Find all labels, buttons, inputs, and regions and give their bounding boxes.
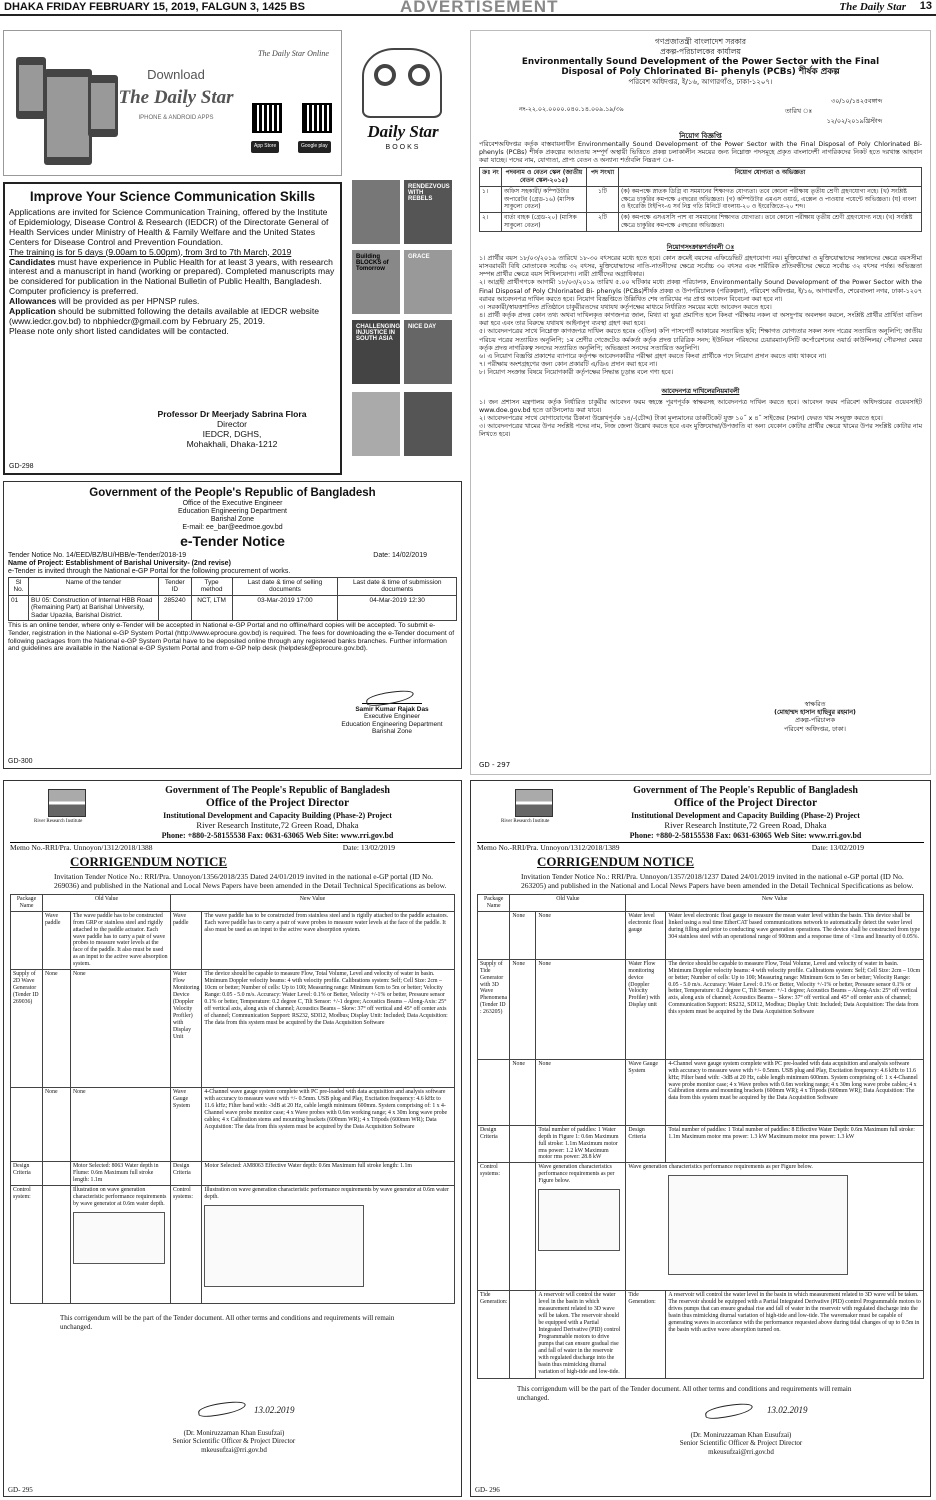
invitation-text: Invitation Tender Notice No.: RRI/Pra. Unnoyon/1356/2018/235 Dated 24/01/2019 invited in the national e-GP portal (ID No. 269036) and published in the National and Local News Papers have been amended in the Detail Technical Specifications as below. xyxy=(54,871,447,890)
office-title: Office of the Project Director xyxy=(205,797,350,809)
etender-email: E-mail: ee_bar@eedmoe.gov.bd xyxy=(182,524,283,532)
tender-table: Sl No. Name of the tender Tender ID Type method Last date & time of selling documents Last date & time of submission documents 01 BU 05: Construction of Internal HBB Road (Remaining Part) at Barishal University, Sadar Upazila, Barishal District. 285240 NCT, LTM 03-Mar-2019 17:00 04-Mar-2019 12:30 xyxy=(8,577,457,621)
performance-chart xyxy=(538,1189,620,1251)
page-header xyxy=(0,0,936,16)
invitation-text: Invitation Tender Notice No.: RRI/Pra. Unnoyon/1357/2018/1237 Dated 24/01/2019 invited in the national e-GP portal (ID No. 263205) and published in the National and Local News Papers have been amended in the Detail Technical Specifications as below. xyxy=(521,871,914,890)
signature-block: Professor Dr Meerjady Sabrina Flora Director IEDCR, DGHS, Mohakhali, Dhaka-1212 xyxy=(157,409,307,449)
tender-date: Date: 14/02/2019 xyxy=(373,551,427,559)
book-cover[interactable]: CHALLENGING INJUSTICE IN SOUTH ASIA xyxy=(352,320,400,384)
apply-title: আবেদনপত্র দাখিলেরনিয়মাবলী xyxy=(661,387,740,395)
performance-chart xyxy=(73,1212,165,1264)
conditions-list: ১। প্রার্থীর বয়স ১৮/০৩/২০১৯ তারিখে ১৮-৩০ বৎসরের মধ্যে হতে হবে। কোন ক্রমেই বয়সের এফিডেভিট গ্রহণযোগ্য নয়। মুক্তিযোদ্ধা ও মুক্তিযোদ্ধাদের সন্তানদের ক্ষেত্রে বয়সসীমা মাসবরাবরী বিধি মোতাবেক সর্বোচ্চ ৩২ বৎসর, মুক্তিযোদ্ধাদের নাতি-নাতনীদের ক্ষেত্রে সর্বোচ্চ ৩০ বৎসর এবং শারীরিক প্রতিবন্ধীদের ক্ষেত্রে সর্বোচ্চ ৩২ বৎসর পর্যন্ত। অভিজ্ঞতা সম্পন্ন প্রার্থীর ক্ষেত্রে বয়স শিথিলযোগ্য। নারী প্রার্থীদের অগ্রাধিকার। ২। আগ্রহী প্রার্থীগণকে আগামী ১৮/০৩/২০১৯ তারিখ ৫.০০ ঘটিকার মধ্যে প্রকল্প পরিচালক, Environmentally Sound Development of the Power Sector with the Final Disposal of Poly Chlorinated Bi- phenyls (PCBs)শীর্ষক প্রকল্প ও উপপরিচালক (পরিকল্পনা), পরিবেশ অধিদপ্তর, ই/১৬, আগারগাঁও, শেরেবাংলা নগর, ঢাকা-১২০৭ বরাবর আবেদনপত্র দাখিল করতে হবে। নিয়োগ বিজ্ঞপ্তিতে উল্লিখিত শেষ তারিখের পর প্রাপ্ত আবেদন বিবেচনা করা হবে না। ৩। সরকারী/স্বায়ত্তশাসিত প্রতিষ্ঠানে চাকুরীরতদের যথাযথ কর্তৃপক্ষের মাধ্যমে নির্ধারিত সময়ের মধ্যে আবেদন করতে হবে। ৪। প্রার্থী কর্তৃক প্রদত্ত কোন তথ্য অথবা দাখিলকৃত কাগজপত্র জাল, মিথ্যা বা ভুয়া প্রমাণিত হলে কিংবা পরীক্ষায় নকল বা অসদুপায় অবলম্বন করলে, সংশ্লিষ্ট প্রার্থীর প্রার্থিতা বাতিল করা হবে এবং তার বিরুদ্ধে যথাযথ আইনানুগ ব্যবস্থা গ্রহণ করা হবে। ৫। আবেদনপত্রের সাথে নিম্নোক্ত কাগজপত্র দাখিল করতে হবেঃ ৩(তিন) কপি পাসপোর্ট আকারের সত্যায়িত ছবি; শিক্ষাগত যোগ্যতার সকল সনদ পত্রের সত্যায়িত অনুলিপি; জাতীয় পরিচয় পত্রের সত্যায়িত অনুলিপি; ১ম শ্রেণীর গেজেটেড কর্মকর্তা কর্তৃক প্রদত্ত চারিত্রিক সনদ; ইউনিয়ন পরিষদের চেয়ারম্যান/সিটি কর্পোরেশনের ওয়ার্ড কাউন্সিলর/ পৌরসভা মেয়র কর্তৃক প্রদত্ত নাগরিকত্ব সনদের সত্যায়িত অনুলিপি; অভিজ্ঞতা সনদের সত্যায়িত অনুলিপি। ৬। এ নিয়োগ বিজ্ঞপ্তি প্রকাশের ব্যাপারে কর্তৃপক্ষ আবেদনকারীর পরীক্ষা গ্রহণ করতে কিংবা প্রার্থীকে পদে নিয়োগ প্রদান করতে বাধ্য থাকবে না। ৭। পরীক্ষায় অংশগ্রহণের জন্য কোন প্রকারটি এ/ডিএ প্রদান করা হবে না। ৮। নিয়োগ সংক্রান্ত বিষয়ে নিয়োগকারী কর্তৃপক্ষের সিদ্ধান্ত চূড়ান্ত বলে গণ্য হবে। xyxy=(479,254,922,377)
book-cover[interactable] xyxy=(352,392,400,456)
project-title: Institutional Development and Capacity Building (Phase-2) Project xyxy=(163,810,392,820)
signature-block: 13.02.2019 (Dr. Moniruzzaman Khan Eusufzai) Senior Scientific Officer & Project Director mkeusufzai@rri.gov.bd xyxy=(124,1389,344,1454)
table-row: Control system: Illustration on wave generation characteristic performance requirements by wave generator at 0.6m water depth. Control systems: Illustration on wave generation characteristic performance requirements by wave generator at 0.6m water depth. xyxy=(11,1186,455,1304)
download-label: Download xyxy=(147,67,205,82)
corrigendum-notice-2 xyxy=(470,780,931,1497)
ad-title: Improve Your Science Communication Skills xyxy=(29,189,316,204)
date-bangla: ৩০/১০/১৪২৫বঙ্গাব্দ xyxy=(831,97,882,105)
footer-text: This corrigendum will be the part of the Tender document. All other terms and conditions and requirements will remain unchanged. xyxy=(60,1314,395,1331)
table-row: ২। বার্তা বাহক (গ্রেড-২০) (মাসিক সাকুল্যে বেতন) ২টি (ক) কমপক্ষে এসএসসি পাশ বা সমমানের শিক্ষাগত যোগ্যতা। তবে কোনো পরীক্ষায় তৃতীয় শ্রেণী গ্রহণযোগ্য নহে। (খ) সংশ্লিষ্ট ক্ষেত্রে চাকুরির কমপক্ষে ৫বছরের অভিজ্ঞতা। xyxy=(480,213,922,232)
phone-image xyxy=(88,75,118,137)
intro-text: পরিবেশঅধিদপ্তর কর্তৃক বাস্তবায়নাধীন Environmentally Sound Development of the Power Sector with the Final Disposal of Poly Chlorinated Bi- phenyls (PCBs) শীর্ষক প্রকল্পের আওতায় সম্পূর্ণ অস্থায়ী ভিত্তিতে প্রকল্প চলাকালীন সময়ের জন্য নিম্নোক্ত পদসমূহে প্রকৃত বাংলাদেশী নাগরিকদের নিকট হতে দরখাস্ত আহবান করা যাচ্ছে। পদের নাম, যোগ্যতা, প্রাপ্য বেতন ও অন্যান্য শর্তাবলি নিম্নরূপ ঃ- xyxy=(479,140,922,164)
table-row: Supply of Tide Generator with 3D Wave Phenomena (Tender ID : 263205) None None Water Flow monitoring device (Doppler Velocity Profiler) with Display unit The device should be capable to measure Flow, Total Volume, Level and velocity of water in basin. Minimum Doppler velocity beams: 4 with velocity profile. Calibrations system: Self; Cell Size: 2cm – 10cm or better; Number of cells: Up to 100; Measuring range: Minimum 6cm to 5m or better; Velocity Range: 0.05 - 5.0 m/s. Accuracy: Water Level: 0.1% or Better, Velocity +/-1% or better, Pressure sensor 0.1% or better, Temperature: 0.2 degree C, Tilt Sensor: +/-1 degree; Acoustics Beams – Along-Axis: 25° off vertical axis, along axis of channel; Acoustics Beams – Skew: 37° off vertical and 45° off center axis of channel; Communication Support: RS232, SDI12, Modbus; Display Unit: Included; Data Acquisition: The data from this system must be acquired by the Data Acquisition Software xyxy=(478,959,924,1059)
project-title: Environmentally Sound Development of the Power Sector with the Final Disposal of Poly Chlorinated Bi- phenyls (PCBs) শীর্ষক প্রকল্প xyxy=(521,56,880,78)
book-cover[interactable]: GRACE xyxy=(404,250,452,314)
table-row: Supply of 2D Wave Generator (Tender ID 269036) None None Water Flow Monitoring Device (Doppler Velocity Profiler) with Display Unit The device should be capable to measure Flow, Total Volume, Level and velocity of water in basin. Minimum Doppler velocity beams: 4 with velocity profile. Calibrations system: Self; Cell Size: 2cm – 10cm or better; Number of cells: Up to 100; Measuring range: Minimum 6cm to 5m or better; Velocity Range: 0.05 - 5.0 m/s. Accuracy: Water Level: 0.1% or Better, Velocity +/-1% or better, Pressure sensor 0.1% or better, Temperature: 0.2 degree C, Tilt Sensor: +/-1 degree; Acoustics Beams – Along-Axis: 25° off vertical axis, along axis of channel; Acoustics Beams – Skew: 37° off vertical and 45° off center axis of channel; Communication Support: RS232, SDI12, Modbus; Display Unit: Included; Data Acquisition: The data from this system must be acquired by the Data Acquisition Software xyxy=(11,970,455,1088)
corrigendum-notice-1 xyxy=(3,780,462,1497)
masthead: The Daily Star xyxy=(839,1,906,13)
app-subtitle: IPHONE & ANDROID APPS xyxy=(138,115,214,121)
table-row: Design Criteria Motor Selected: 8063 Water depth in Flume: 0.6m Maximum full stroke length: 1.1m Design Criteria Motor Selected: AM8063 Effective Water depth: 0.6m Maximum full stroke length: 1.1m xyxy=(11,1162,455,1186)
notice-title: CORRIGENDUM NOTICE xyxy=(70,854,228,870)
books-brand: Daily Star xyxy=(367,122,439,141)
table-row: Design Criteria Total number of paddles: 1 Water depth in Figure 1: 0.6m Maximum full stroke: 1.1m Maximum motor rms power: 1.2 kW Maximum motor rms power: 28.8 kW Design Criteria Total number of paddles: 1 Total number of paddles: 8 Effective Water Depth: 0.6m Maximum full stroke: 1.1m Maximum motor rms power: 1.3 kW Maximum motor rms power: 1.3 kW xyxy=(478,1125,924,1163)
books-sub: BOOKS xyxy=(385,144,421,151)
footer-text: This corrigendum will be the part of the Tender document. All other terms and conditions and requirements will remain unchanged. xyxy=(517,1385,852,1402)
etender-dept: Education Engineering Department xyxy=(178,508,287,516)
table-row: Control systems: Wave generation characteristics performance requirements as per Figure below. Wave generation characteristics performance requirements as per Figure below. xyxy=(478,1163,924,1291)
ds-books-ad[interactable] xyxy=(344,30,462,475)
gov-title: Government of The People's Republic of Bangladesh xyxy=(633,785,858,796)
tender-invite: e-Tender is invited through the National e-GP Portal for the following procurement of works. xyxy=(8,567,291,575)
signature-block: স্বাক্ষরিত (মোহাম্মদ হাসান হাছিবুর রহমান) প্রকল্প-পরিচালক পরিবেশ অধিদপ্তর, ঢাকা। xyxy=(774,701,856,733)
memo-no: নং-২২.০২.০০০০.০৪০.১৪.০০৯.১৯/৩৯ xyxy=(519,105,624,113)
apply-list: ১। জন প্রশাসন মন্ত্রণালয় কর্তৃক নির্ধারিত চাকুরীর আবেদন ফরম স্বহস্তে পূরণপূর্বক স্বাক্ষরসহ আবেদনপত্র দাখিল করতে হবে। আবেদন ফরম পরিবেশ অধিদপ্তরের ওয়েবসাইট www.doe.gov.bd হতে ডাউনলোড করা যাবে। ২। আবেদনপত্রের সাথে যোগাযোগের ঠিকানা উল্লেখপূর্বক ১৪/-(চৌদ্দ) টাকা মূল্যমানের ডাকটিকেট যুক্ত ১০˝ x ৪˝ সাইজের (সমান) ফেরত খাম সংযুক্ত করতে হবে। ৩। আবেদনপত্রের খামের উপর সংশ্লিষ্ট পদের নাম, নিজ জেলা উল্লেখ করতে হবে এবং মুক্তিযোদ্ধা/উপজাতি বা অন্য যেকোন কোটার প্রার্থীর ক্ষেত্রে খামের উপর সংশ্লিষ্ট কোটার নাম লিখতে হবে। xyxy=(479,398,922,439)
ad-code: GD - 297 xyxy=(479,760,511,769)
table-row: ১। অফিস সহকারী/ কম্পিউটার অপারেটর (গ্রেড-১৬) (মাসিক সাকুল্যে বেতন) ১টি (ক) কমপক্ষে স্নাতক ডিগ্রি বা সমমানের শিক্ষাগত যোগ্যতা। তবে কোনো পরীক্ষায় তৃতীয় শ্রেণী গ্রহণযোগ্য নহে। (খ) সংশ্লিষ্ট ক্ষেত্রে চাকুরির কমপক্ষে ৫বছরের অভিজ্ঞতা। (গ) কম্পিউটার এমএস ওয়ার্ড, এক্সেল ও পাওয়ার পয়েন্টে অভিজ্ঞতা। (ঘ) বাংলা ও ইংরেজি টাইপিং-এ সর্ব নিম্ন গতি মিনিটে বাংলায়-২০ ও ইংরেজিতে-২০ শব্দ। xyxy=(480,186,922,212)
logo-caption: River Research Institute xyxy=(34,819,83,824)
memo-date: Date: 13/02/2019 xyxy=(342,843,395,853)
book-cover[interactable]: RENDEZVOUS WITH REBELS xyxy=(404,180,452,244)
ad-code: GD- 295 xyxy=(8,1485,33,1494)
contact: Phone: +880-2-58155538 Fax: 0631-63065 Web Site: www.rri.gov.bd xyxy=(629,830,862,840)
etender-office: Office of the Executive Engineer xyxy=(182,500,283,508)
office-title: প্রকল্প-পরিচালকের কার্যালয় xyxy=(660,46,741,56)
dateline: DHAKA FRIDAY FEBRUARY 15, 2019, FALGUN 3, 1425 BS xyxy=(4,1,305,13)
spec-table: Package Name Old Value New Value Wave paddle The wave paddle has to be constructed from GRP or stainless steel and rigidly attached to the paddle actuator. Each wave paddle has to carry a pair of wave probes to measure water levels at the face of the paddle. It also must be used as an input to the active wave absorption system. Wave paddle The wave paddle has to be constructed from stainless steel and is rigidly attached to the paddle actuators. Each wave paddle has to carry a pair of wave probes to measure water levels at the face of the paddle. It also must be used as an input to the active wave absorption system. Supply of 2D Wave Generator (Tender ID 269036) None None Water Flow Monitoring Device (Doppler Velocity Profiler) with Display Unit The device should be capable to measure Flow, Total Volume, Level and velocity of water in basin. Minimum Doppler velocity beams: 4 with velocity profile. Calibrations system: Self; Cell Size: 2cm – 10cm or better; Number of cells: Up to 100; Measuring range: Minimum 6cm to 5m or better; Velocity Range: 0.05 - 5.0 m/s. Accuracy: Water Level: 0.1% or Better, Velocity +/-1% or better, Pressure sensor 0.1% or better, Temperature: 0.2 degree C, Tilt Sensor: +/-1 degree; Acoustics Beams – Along-Axis: 25° off vertical axis, along axis of channel; Acoustics Beams – Skew: 37° off vertical and 45° off center axis of channel; Communication Support: RS232, SDI12, Modbus; Display Unit: Included; Data Acquisition: The data from this system must be acquired by the Data Acquisition Software None None Wave Gauge System 4-Channel wave gauge system complete with PC pre-loaded with data acquisition and analysis software with accuracy to measure wave with +/- 0.5mm. USB plug and Play, Excitation frequency: 4.6 kHz to 11.6 kHz; Filter band with: -3dB at 20 Hz, cable length minimum 600mm. System comprising of: 1 x 4-Channel wave probe monitor case; 4 x Wave probes with 0.6m working range; 4 x 30m long wave probe cables; 4 x Calibration stems and mounting brackets (600mm WR); 4 x Tripods (600mm WR); Data Acquisition: The data from this system must be acquired by the Data Acquisition Software Design Criteria Motor Selected: 8063 Water depth in Flume: 0.6m Maximum full stroke length: 1.1m Design Criteria Motor Selected: AM8063 Effective Water depth: 0.6m Maximum full stroke length: 1.1m Control system: Illustration on wave generation characteristic performance requirements by wave generator at 0.6m water depth. Control systems: Illustration on wave generation characteristic performance requirements by wave generator at 0.6m water depth. xyxy=(10,894,455,1304)
body-text: Applications are invited for Science Communication Training, offered by the Institute of Epidemiology, Disease Control & Research (IEDCR) of the Directorate General of Health Services under Ministry of Health & Family Welfare and the United States Centers for Disease Control and Prevention Foundation. xyxy=(9,206,329,247)
book-cover[interactable] xyxy=(352,180,400,244)
rri-logo-icon xyxy=(515,789,553,817)
owl-logo-icon xyxy=(362,48,442,118)
logo-caption: River Research Institute xyxy=(501,819,550,824)
signature-block: Samir Kumar Rajak Das Executive Engineer Education Engineering Department Barishal Zone xyxy=(337,690,447,736)
gov-title: গণপ্রজাতন্ত্রী বাংলাদেশ সরকার xyxy=(654,37,747,46)
google-play-button[interactable]: Google play xyxy=(298,141,331,153)
tender-no: Tender Notice No. 14/EED/BZ/BU/HBB/e-Tender/2018-19 xyxy=(8,551,187,559)
table-row: None None Wave Gauge System 4-Channel wave gauge system complete with PC pre-loaded with data acquisition and analysis software with accuracy to measure wave with +/- 0.5mm. USB plug and Play, Excitation frequency: 4.6 kHz to 11.6 kHz; Filter band with: -3dB at 20 Hz, cable length minimum 600mm. System comprising of: 1 x 4-Channel wave probe monitor case; 4 x Wave probes with 0.6m working range; 4 x 30m long wave probe cables; 4 x Calibration stems and mounting brackets (600mm WR); 4 x Tripods (600mm WR); Data Acquisition: The data from this system must be acquired by the Data Acquisition Software xyxy=(478,1059,924,1125)
phone-image xyxy=(16,57,46,119)
project-title: Institutional Development and Capacity Building (Phase-2) Project xyxy=(631,810,860,820)
signature-block: 13.02.2019 (Dr. Moniruzzaman Khan Eusufzai) Senior Scientific Officer & Project Director mkeusufzai@rri.gov.bd xyxy=(679,1405,808,1456)
address: River Research Institute,72 Green Road, Dhaka xyxy=(196,820,359,831)
ad-code: GD-298 xyxy=(9,462,34,470)
address: পরিবেশ অধিদপ্তর, ই/১৬, আগারগাঁও, ঢাকা-১২০৭। xyxy=(628,78,773,87)
book-cover[interactable]: NICE DAY xyxy=(404,320,452,384)
table-row: 01 BU 05: Construction of Internal HBB Road (Remaining Part) at Barishal University, Sadar Upazila, Barishal District. 285240 NCT, LTM 03-Mar-2019 17:00 04-Mar-2019 12:30 xyxy=(9,595,457,620)
ds-app-ad[interactable] xyxy=(3,30,342,176)
notice-title: CORRIGENDUM NOTICE xyxy=(537,854,695,870)
etender-notice xyxy=(3,481,462,769)
body-text: Please note only short listed candidates will be contacted. xyxy=(9,326,229,337)
book-cover[interactable] xyxy=(404,392,452,456)
ad-code: GD- 296 xyxy=(475,1485,500,1494)
science-comm-ad xyxy=(3,182,342,475)
section-title: ADVERTISEMENT xyxy=(400,0,559,16)
etender-title: e-Tender Notice xyxy=(180,533,285,550)
signature xyxy=(701,1403,771,1417)
memo-date: Date: 13/02/2019 xyxy=(811,843,864,853)
table-row: None None Wave Gauge System 4-Channel wave gauge system complete with PC pre-loaded with data acquisition and analysis software with accuracy to measure wave with +/- 0.5mm. USB plug and Play, Excitation frequency: 4.6 kHz to 11.6 kHz; Filter band with: -3dB at 20 Hz, cable length minimum 600mm. System comprising of: 1 x 4-Channel wave probe monitor case; 4 x Wave probes with 0.6m working range; 4 x 30m long wave probe cables; 4 x Calibration stems and mounting brackets (600mm WR); 4 x Tripods (600mm WR); Data Acquisition: The data from this system must be acquired by the Data Acquisition Software xyxy=(11,1088,455,1162)
etender-gov: Government of the People's Republic of Bangladesh xyxy=(89,487,376,499)
app-store-button[interactable]: App Store xyxy=(251,141,279,153)
address: River Research Institute,72 Green Road, Dhaka xyxy=(664,820,827,831)
qr-code-icon[interactable] xyxy=(252,103,282,133)
performance-chart xyxy=(668,1175,848,1275)
memo-no: Memo No.-RRI/Pra. Unnoyon/1312/2018/1388 xyxy=(10,843,153,853)
posts-table: ক্রঃ নং পদবনাম ও বেতন স্কেল (জাতীয় বেতন স্কেল-২০১৫) পদ সংখ্যা নিয়োগ যোগ্যতা ও অভিজ্ঞতা ১। অফিস সহকারী/ কম্পিউটার অপারেটর (গ্রেড-১৬) (মাসিক সাকুল্যে বেতন) ১টি (ক) কমপক্ষে স্নাতক ডিগ্রি বা সমমানের শিক্ষাগত যোগ্যতা। তবে কোনো পরীক্ষায় তৃতীয় শ্রেণী গ্রহণযোগ্য নহে। (খ) সংশ্লিষ্ট ক্ষেত্রে চাকুরির কমপক্ষে ৫বছরের অভিজ্ঞতা। (গ) কম্পিউটার এমএস ওয়ার্ড, এক্সেল ও পাওয়ার পয়েন্টে অভিজ্ঞতা। (ঘ) বাংলা ও ইংরেজি টাইপিং-এ সর্ব নিম্ন গতি মিনিটে বাংলায়-২০ ও ইংরেজিতে-২০ শব্দ। ২। বার্তা বাহক (গ্রেড-২০) (মাসিক সাকুল্যে বেতন) ২টি (ক) কমপক্ষে এসএসসি পাশ বা সমমানের শিক্ষাগত যোগ্যতা। তবে কোনো পরীক্ষায় তৃতীয় শ্রেণী গ্রহণযোগ্য নহে। (খ) সংশ্লিষ্ট ক্ষেত্রে চাকুরির কমপক্ষে ৫বছরের অভিজ্ঞতা। xyxy=(479,167,922,232)
conditions-title: নিয়োগসংক্রান্তশর্তাবলী ঃ xyxy=(666,243,735,251)
performance-chart xyxy=(204,1205,364,1287)
table-row: Wave paddle The wave paddle has to be constructed from GRP or stainless steel and rigidly attached to the paddle actuator. Each wave paddle has to carry a pair of wave probes to measure water levels at the face of the paddle. It also must be used as an input to the active wave absorption system. Wave paddle The wave paddle has to be constructed from stainless steel and is rigidly attached to the paddle actuators. Each wave paddle has to carry a pair of wave probes to measure water levels at the face of the paddle. It also must be used as an input to the active wave absorption system. xyxy=(11,911,455,970)
tender-note: This is an online tender, where only e-Tender will be accepted in National e-GP Portal and no offline/hard copies will be accepted. To submit e-Tender, registration in the National e-GP System Portal (http://www.eprocure.gov.bd) is required. The fees for downloading the e-Tender document of following packages from the National e-GP System Portal have to be deposited online through any registered banks branches. Further information and guidelines are available in the National e-GP System Portal and from e-GP help desk (helpdesk@eprocure.gov.bd). xyxy=(8,621,455,653)
etender-zone: Barishal Zone xyxy=(210,516,255,524)
body-text: Application should be submitted following the details available at IEDCR website (www.iedcr.gov.bd) to nbphiedcr@gmail.com by February 25, 2019. xyxy=(9,306,320,327)
date-label: তারিখ ঃ xyxy=(785,107,812,115)
body-text: Candidates must have experience in Public Health for at least 3 years, with research interest and a manuscript in hand (working or prepared). Completed manuscripts may be considered for publication in the National Bulletin of Public Health, Bangladesh. Computer proficiency is preferred. xyxy=(9,256,335,297)
body-text: Allowances will be provided as per HPNSP rules. xyxy=(9,296,200,307)
qr-code-icon[interactable] xyxy=(302,103,332,133)
recruitment-notice xyxy=(470,30,931,775)
date-english: ১২/০২/২০১৯খ্রিস্টাব্দ xyxy=(826,117,882,125)
gov-title: Government of The People's Republic of Bangladesh xyxy=(165,785,390,796)
memo-no: Memo No.-RRI/Pra. Unnoyon/1312/2018/1389 xyxy=(477,843,620,853)
online-label: The Daily Star Online xyxy=(258,49,329,58)
table-row: None None Water level electronic float gauge Water level electronic float gauge to measure the mean water level within the basin. This device shall be linked using a real time EtherCAT based communications network to automatically detect the water level during filling and prior to conducting wave generation operations. The device shall be constructed from type 304 stainless steel with an operational range of 900mm and a response time of <1ms and linearity of 0.05%. xyxy=(478,911,924,959)
phone-image xyxy=(44,69,92,165)
page-number: 13 xyxy=(919,0,932,12)
schedule-text: The training is for 5 days (9.00am to 5.00pm), from 3rd to 7th March, 2019 xyxy=(9,246,292,257)
project-name: Name of Project: Establishment of Barishal University- (2nd revise) xyxy=(8,559,231,567)
office-title: Office of the Project Director xyxy=(673,797,818,809)
ad-code: GD-300 xyxy=(8,757,33,765)
contact: Phone: +880-2-58155538 Fax: 0631-63065 Web Site: www.rri.gov.bd xyxy=(161,830,394,840)
ds-logo: The Daily Star xyxy=(118,87,234,108)
table-row: Tide Generation: A reservoir will control the water level in the basin in which measurement related to 3D wave will be taken. The reservoir should be equipped with a Partial Integrated Derivative (PID) control Programmable motors to drive pumps that can ensure gradual rise and fall of water in the reservoir with regulated discharge into the basin thus mimicking diurnal variation of high-tide and low-tide. Tide Generation: A reservoir will control the water level in the basin in which measurement related to 3D wave will be taken. The reservoir should be equipped with a Partial Integrated Derivative (PID) control Programmable motors to drives pumps that can ensure gradual rise and fall of water in the reservoir with regulated discharge into the basin thus mimicking diurnal variation of high-tide and low-tide. The wavemaker must be capable of generating waves in accordance with the performance requested above during tidal changes of up to 0.5m in the basin with active wave absorption turned on. xyxy=(478,1291,924,1379)
signature xyxy=(362,690,422,704)
rri-logo-icon xyxy=(48,789,86,817)
notice-title: নিয়োগ বিজ্ঞপ্তি xyxy=(679,131,722,140)
spec-table: Package Name Old Value New Value None None Water level electronic float gauge Water level electronic float gauge to measure the mean water level within the basin. This device shall be linked using a real time EtherCAT based communications network to automatically detect the water level during filling and prior to conducting wave generation operations. The device shall be constructed from type 304 stainless steel with an operational range of 900mm and a response time of <1ms and linearity of 0.05%. Supply of Tide Generator with 3D Wave Phenomena (Tender ID : 263205) None None Water Flow monitoring device (Doppler Velocity Profiler) with Display unit The device should be capable to measure Flow, Total Volume, Level and velocity of water in basin. Minimum Doppler velocity beams: 4 with velocity profile. Calibrations system: Self; Cell Size: 2cm – 10cm or better; Number of cells: Up to 100; Measuring range: Minimum 6cm to 5m or better; Velocity Range: 0.05 - 5.0 m/s. Accuracy: Water Level: 0.1% or Better, Velocity +/-1% or better, Pressure sensor 0.1% or better, Temperature: 0.2 degree C, Tilt Sensor: +/-1 degree; Acoustics Beams – Along-Axis: 25° off vertical axis, along axis of channel; Acoustics Beams – Skew: 37° off vertical and 45° off center axis of channel; Communication Support: RS232, SDI12, Modbus; Display Unit: Included; Data Acquisition: The data from this system must be acquired by the Data Acquisition Software None None Wave Gauge System 4-Channel wave gauge system complete with PC pre-loaded with data acquisition and analysis software with accuracy to measure wave with +/- 0.5mm. USB plug and Play, Excitation frequency: 4.6 kHz to 11.6 kHz; Filter band with: -3dB at 20 Hz, cable length minimum 600mm. System comprising of: 1 x 4-Channel wave probe monitor case; 4 x Wave probes with 0.6m working range; 4 x 30m long wave probe cables; 4 x Calibration stems and mounting brackets (600mm WR); 4 x Tripods (600mm WR); Data Acquisition: The data from this system must be acquired by the Data Acquisition Software Design Criteria Total number of paddles: 1 Water depth in Figure 1: 0.6m Maximum full stroke: 1.1m Maximum motor rms power: 1.2 kW Maximum motor rms power: 28.8 kW Design Criteria Total number of paddles: 1 Total number of paddles: 8 Effective Water Depth: 0.6m Maximum full stroke: 1.1m Maximum motor rms power: 1.3 kW Maximum motor rms power: 1.3 kW Control systems: Wave generation characteristics performance requirements as per Figure below. Wave generation characteristics performance requirements as per Figure below. Tide Generation: A reservoir will control the water level in the basin in which measurement related to 3D wave will be taken. The reservoir should be equipped with a Partial Integrated Derivative (PID) control Programmable motors to drive pumps that can ensure gradual rise and fall of water in the reservoir with regulated discharge into the basin thus mimicking diurnal variation of high-tide and low-tide. Tide Generation: A reservoir will control the water level in the basin in which measurement related to 3D wave will be taken. The reservoir should be equipped with a Partial Integrated Derivative (PID) control Programmable motors to drives pumps that can ensure gradual rise and fall of water in the reservoir with regulated discharge into the basin thus mimicking diurnal variation of high-tide and low-tide. The wavemaker must be capable of generating waves in accordance with the performance requested above during tidal changes of up to 0.5m in the basin with active wave absorption turned on. xyxy=(477,894,924,1380)
book-cover[interactable]: Building BLOCKS of Tomorrow xyxy=(352,250,400,314)
